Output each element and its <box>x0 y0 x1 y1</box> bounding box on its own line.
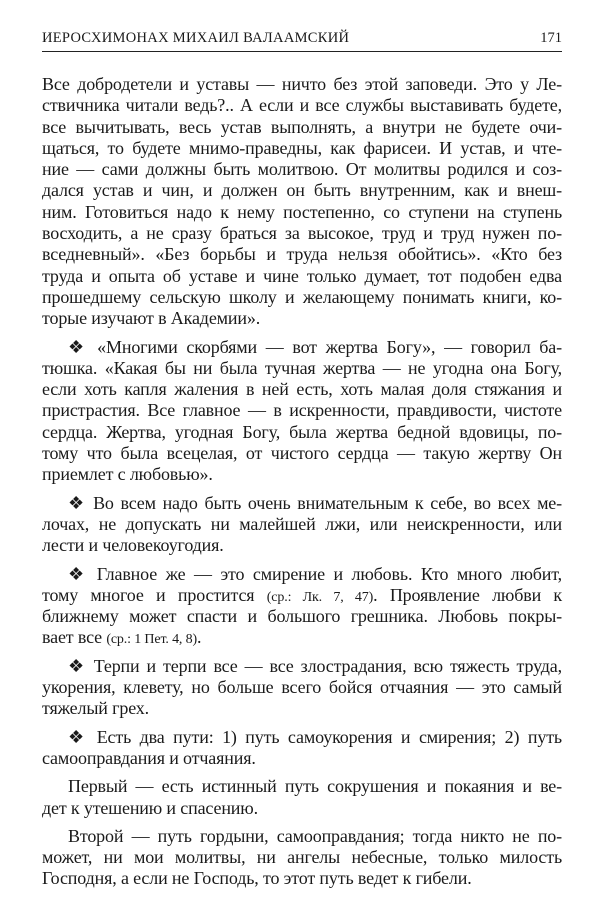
paragraph <box>42 826 562 890</box>
text-segment: . <box>196 627 202 648</box>
paragraph <box>42 727 562 770</box>
text-line: Второй — путь гордыни, самооправдания; тогда никто не по- <box>68 825 562 846</box>
paragraph <box>42 564 562 649</box>
text-line: может, ни мои молитвы, ни ангелы небесные, только милость <box>42 847 562 868</box>
paragraph <box>42 74 562 330</box>
text-line: щаться, то будете мнимо-праведны, как фарисеи. И устав, и чте- <box>42 137 562 158</box>
text-line: лести и человекоугодия. <box>42 535 224 556</box>
text-line: все вычитывать, весь устав выполнять, а внутри не будете очи- <box>42 116 562 137</box>
text-line <box>42 627 562 648</box>
text-line: ❖ Терпи и терпи все — все злострадания, всю тяжесть труда, <box>68 655 562 676</box>
text-line: прошедшему сельскую школу и желающему понимать книги, ко- <box>42 286 562 307</box>
text-line: ❖ «Многими скорбями — вот жертва Богу», — говорил ба- <box>68 336 562 357</box>
text-line: тому что была всецелая, от чистого сердца — такую жертву Он <box>42 443 562 464</box>
text-line: Господня, а если не Господь, то этот путь ведет к гибели. <box>42 868 472 889</box>
text-segment: тому многое и простится <box>42 584 267 605</box>
paragraph <box>42 493 562 557</box>
scripture-reference: (ср.: 1 Пет. 4, 8) <box>106 632 197 648</box>
paragraph <box>42 656 562 720</box>
text-line: торые изучают в Академии». <box>42 308 261 329</box>
text-line: ствичника читали ведь?.. А если и все службы выставивать будете, <box>42 95 562 116</box>
scripture-reference: (ср.: Лк. 7, 47) <box>266 589 374 605</box>
text-line: ❖ Во всем надо быть очень внимательным к себе, во всех ме- <box>68 492 562 513</box>
text-line: дался устав и чин, и должен он быть внутренним, как и внеш- <box>42 180 562 201</box>
text-line: ние — сами должны быть молитвою. От молитвы родился и соз- <box>42 159 562 180</box>
text-line: Все добродетели и уставы — ничто без этой заповеди. Это у Ле- <box>42 74 562 94</box>
text-line: ним. Готовиться надо к нему постепенно, со ступени на ступень <box>42 201 562 222</box>
text-line: труда и опыта об уставе и чине только думает, тот подобен едва <box>42 265 562 286</box>
text-line: ближнему может спасти и большого грешника. Любовь покры- <box>42 606 562 627</box>
running-title: ИЕРОСХИМОНАХ МИХАИЛ ВАЛААМСКИЙ <box>42 30 350 46</box>
text-line: самооправдания и отчаяния. <box>42 747 256 768</box>
text-segment: вает все <box>42 627 107 648</box>
text-line: ❖ Главное же — это смирение и любовь. Кто много любит, <box>68 563 562 584</box>
text-line: если хоть капля жаления в ней есть, хоть малая доля стяжания и <box>42 379 562 400</box>
text-line <box>42 585 562 606</box>
text-line: сердца. Жертва, угодная Богу, была жертва бедной вдовицы, по- <box>42 421 562 442</box>
text-line: лочах, не допускать ни малейшей лжи, или неискренности, или <box>42 513 562 534</box>
running-header <box>42 30 562 52</box>
text-line: дет к утешению и спасению. <box>42 797 258 818</box>
text-line: вседневный». «Без борьбы и труда нельзя обойтись». «Кто без <box>42 244 562 265</box>
text-line: тяжелый грех. <box>42 698 149 719</box>
body-text <box>42 74 562 897</box>
paragraph <box>42 337 562 486</box>
paragraph <box>42 776 562 819</box>
text-line: приемлет с любовью». <box>42 464 213 485</box>
text-line: восходить, а не сразу браться за высокое, труд и труд нужен по- <box>42 223 562 244</box>
text-segment: . Проявление любви к <box>373 584 563 605</box>
page-number: 171 <box>540 30 562 46</box>
text-line: пристрастия. Все главное — в искренности, правдивости, чистоте <box>42 400 562 421</box>
text-line: тюшка. «Какая бы ни была тучная жертва — не угодна она Богу, <box>42 357 562 378</box>
text-line: ❖ Есть два пути: 1) путь самоукорения и смирения; 2) путь <box>68 726 562 747</box>
text-line: Первый — есть истинный путь сокрушения и покаяния и ве- <box>68 776 562 797</box>
text-line: укорения, клевету, но больше всего бойся отчаяния — это самый <box>42 677 562 698</box>
